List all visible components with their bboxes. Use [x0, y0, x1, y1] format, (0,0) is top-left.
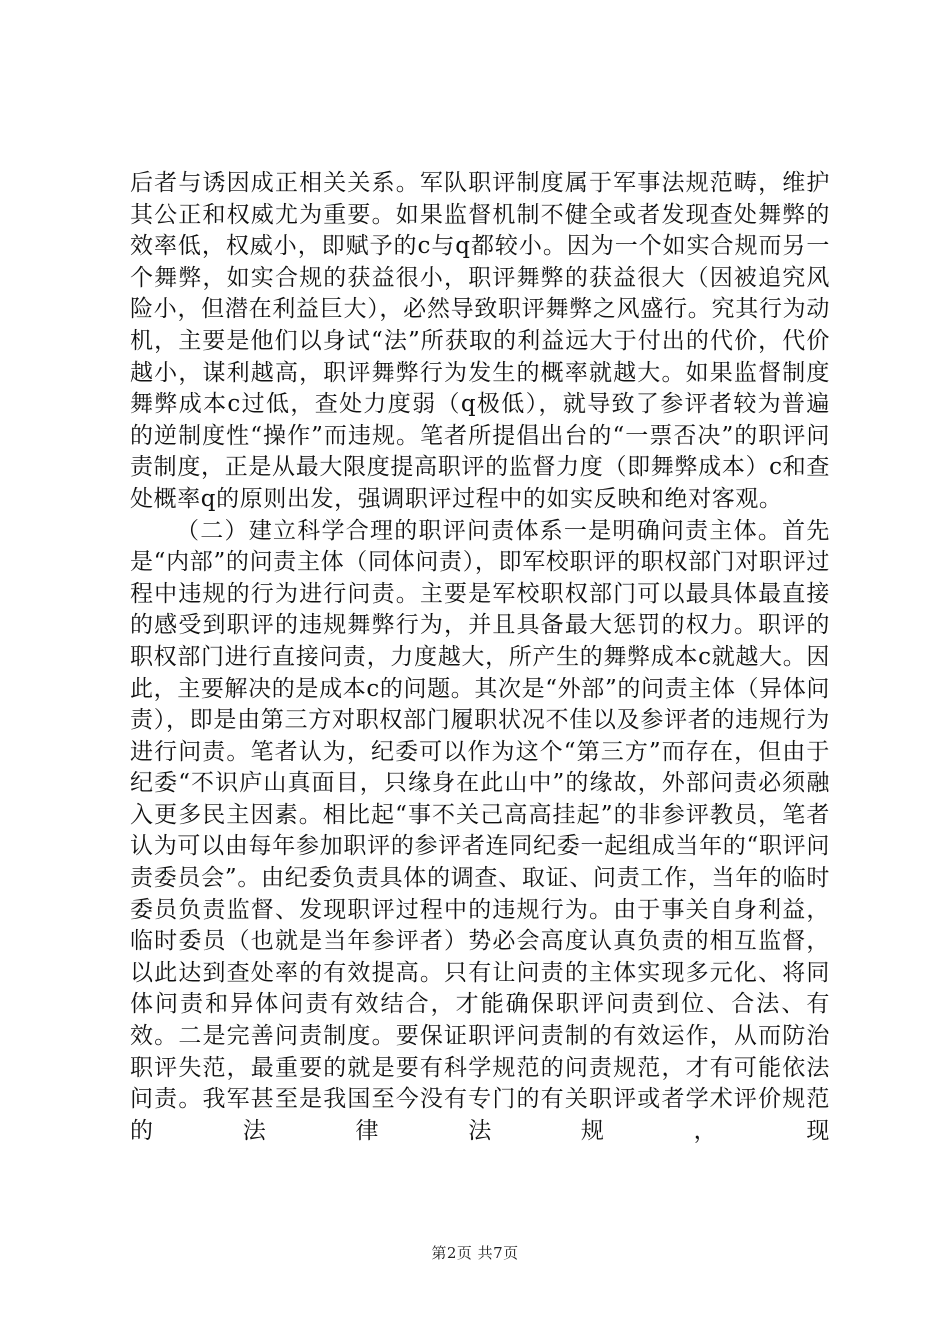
page-number-footer: 第2页 共7页 [431, 1244, 519, 1262]
body-text [130, 168, 830, 1147]
paragraph-1: 后者与诱因成正相关关系。军队职评制度属于军事法规范畴，维护其公正和权威尤为重要。如果监督机制不健全或者发现查处舞弊的效率低，权威小，即赋予的c与q都较小。因为一个如实合规而另一个舞弊，如实合规的获益很小，职评舞弊的获益很大（因被追究风险小，但潜在利益巨大），必然导致职评舞弊之风盛行。究其行为动机，主要是他们以身试“法”所获取的利益远大于付出的代价，代价越小，谋利越高，职评舞弊行为发生的概率就越大。如果监督制度舞弊成本c过低，查处力度弱（q极低），就导致了参评者较为普遍的逆制度性“操作”而违规。笔者所提倡出台的“一票否决”的职评问责制度，正是从最大限度提高职评的监督力度（即舞弊成本）c和查处概率q的原则出发，强调职评过程中的如实反映和绝对客观。 [130, 170, 830, 512]
paragraph-2: （二）建立科学合理的职评问责体系一是明确问责主体。首先是“内部”的问责主体（同体问责），即军校职评的职权部门对职评过程中违规的行为进行问责。主要是军校职权部门可以最具体最直接的感受到职评的违规舞弊行为，并且具备最大惩罚的权力。职评的职权部门进行直接问责，力度越大，所产生的舞弊成本c就越大。因此，主要解决的是成本c的问题。其次是“外部”的问责主体（异体问责），即是由第三方对职权部门履职状况不佳以及参评者的违规行为进行问责。笔者认为，纪委可以作为这个“第三方”而存在，但由于纪委“不识庐山真面目，只缘身在此山中”的缘故，外部问责必须融入更多民主因素。相比起“事不关己高高挂起”的非参评教员，笔者认为可以由每年参加职评的参评者连同纪委一起组成当年的“职评问责委员会”。由纪委负责具体的调查、取证、问责工作，当年的临时委员负责监督、发现职评过程中的违规行为。由于事关自身利益，临时委员（也就是当年参评者）势必会高度认真负责的相互监督，以此达到查处率的有效提高。只有让问责的主体实现多元化、将同体问责和异体问责有效结合，才能确保职评问责到位、合法、有效。二是完善问责制度。要保证职评问责制的有效运作，从而防治职评失范，最重要的就是要有科学规范的问责规范，才有可能依法问责。我军甚至是我国至今没有专门的有关职评或者学术评价规范的法律法规，现 [130, 517, 830, 1144]
